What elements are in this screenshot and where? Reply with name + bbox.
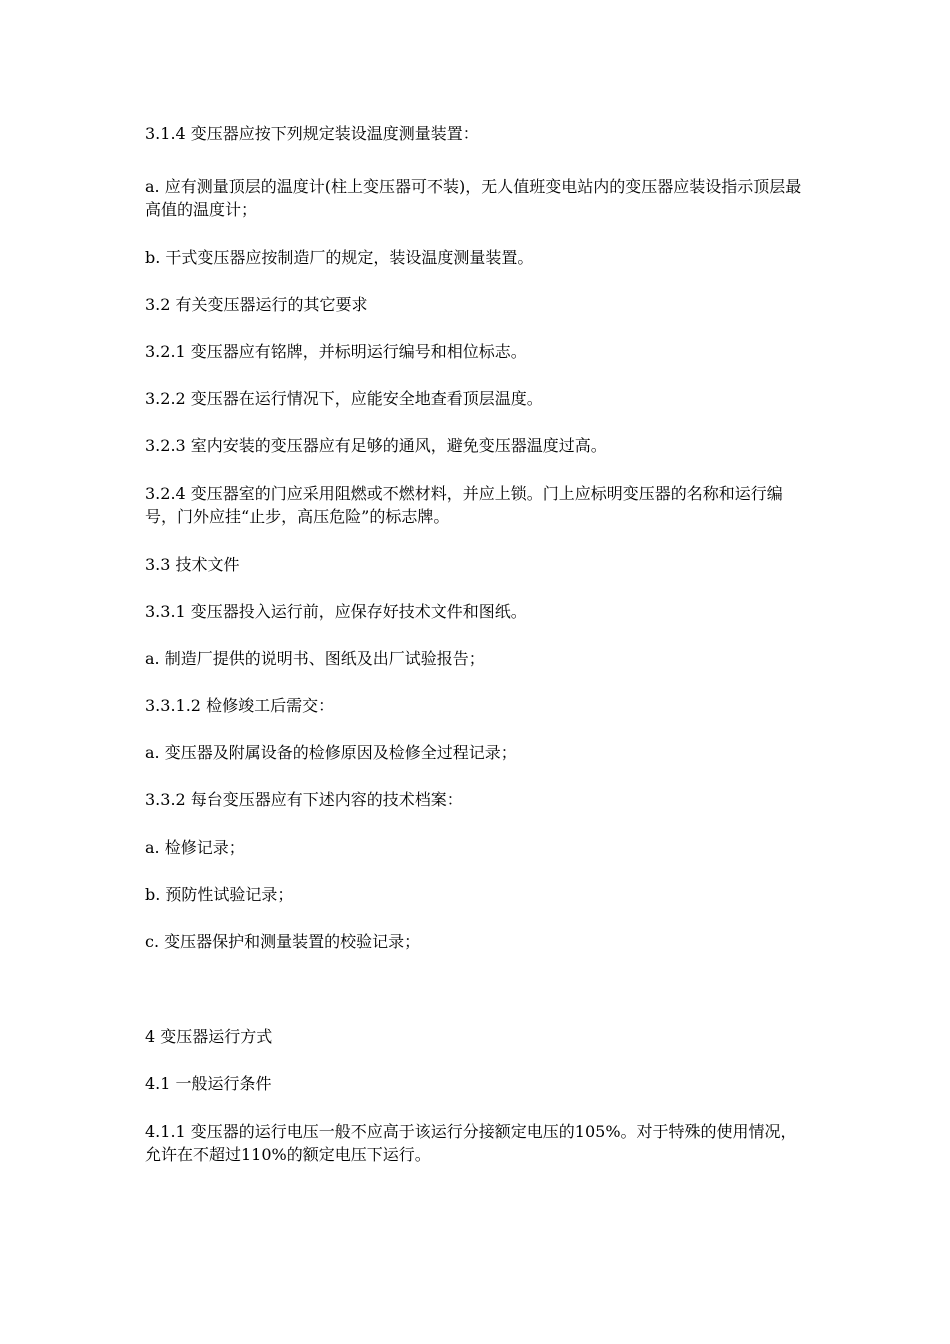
heading-4: 4 变压器运行方式 (145, 1027, 273, 1046)
paragraph-3-1-4-b: b. 干式变压器应按制造厂的规定，装设温度测量装置。 (145, 248, 534, 267)
heading-4-1: 4.1 一般运行条件 (145, 1074, 272, 1093)
paragraph-3-3-1-2-a: a. 变压器及附属设备的检修原因及检修全过程记录； (145, 743, 517, 762)
paragraph-3-3-2-c: c. 变压器保护和测量装置的校验记录； (145, 932, 421, 951)
paragraph-3-2-3: 3.2.3 室内安装的变压器应有足够的通风，避免变压器温度过高。 (145, 436, 607, 455)
paragraph-3-2-2: 3.2.2 变压器在运行情况下，应能安全地查看顶层温度。 (145, 389, 543, 408)
paragraph-3-2-4: 3.2.4 变压器室的门应采用阻燃或不燃材料，并应上锁。门上应标明变压器的名称和运行编号，门外应挂“止步，高压危险”的标志牌。 (145, 484, 783, 526)
heading-3-3: 3.3 技术文件 (145, 555, 240, 574)
paragraph-3-3-1-2: 3.3.1.2 检修竣工后需交： (145, 696, 335, 715)
paragraph-4-1-1: 4.1.1 变压器的运行电压一般不应高于该运行分接额定电压的105%。对于特殊的使用情况，允许在不超过110%的额定电压下运行。 (145, 1122, 797, 1164)
paragraph-3-1-4: 3.1.4 变压器应按下列规定装设温度测量装置： (145, 124, 479, 143)
paragraph-3-2-1: 3.2.1 变压器应有铭牌，并标明运行编号和相位标志。 (145, 342, 527, 361)
paragraph-3-3-2-a: a. 检修记录； (145, 838, 245, 857)
paragraph-3-3-1-a: a. 制造厂提供的说明书、图纸及出厂试验报告； (145, 649, 485, 668)
paragraph-3-3-2-b: b. 预防性试验记录； (145, 885, 294, 904)
paragraph-3-1-4-a: a. 应有测量顶层的温度计(柱上变压器可不装)，无人值班变电站内的变压器应装设指示顶层最高值的温度计； (145, 177, 802, 219)
paragraph-3-3-1: 3.3.1 变压器投入运行前，应保存好技术文件和图纸。 (145, 602, 527, 621)
heading-3-2: 3.2 有关变压器运行的其它要求 (145, 295, 368, 314)
paragraph-3-3-2: 3.3.2 每台变压器应有下述内容的技术档案： (145, 790, 463, 809)
